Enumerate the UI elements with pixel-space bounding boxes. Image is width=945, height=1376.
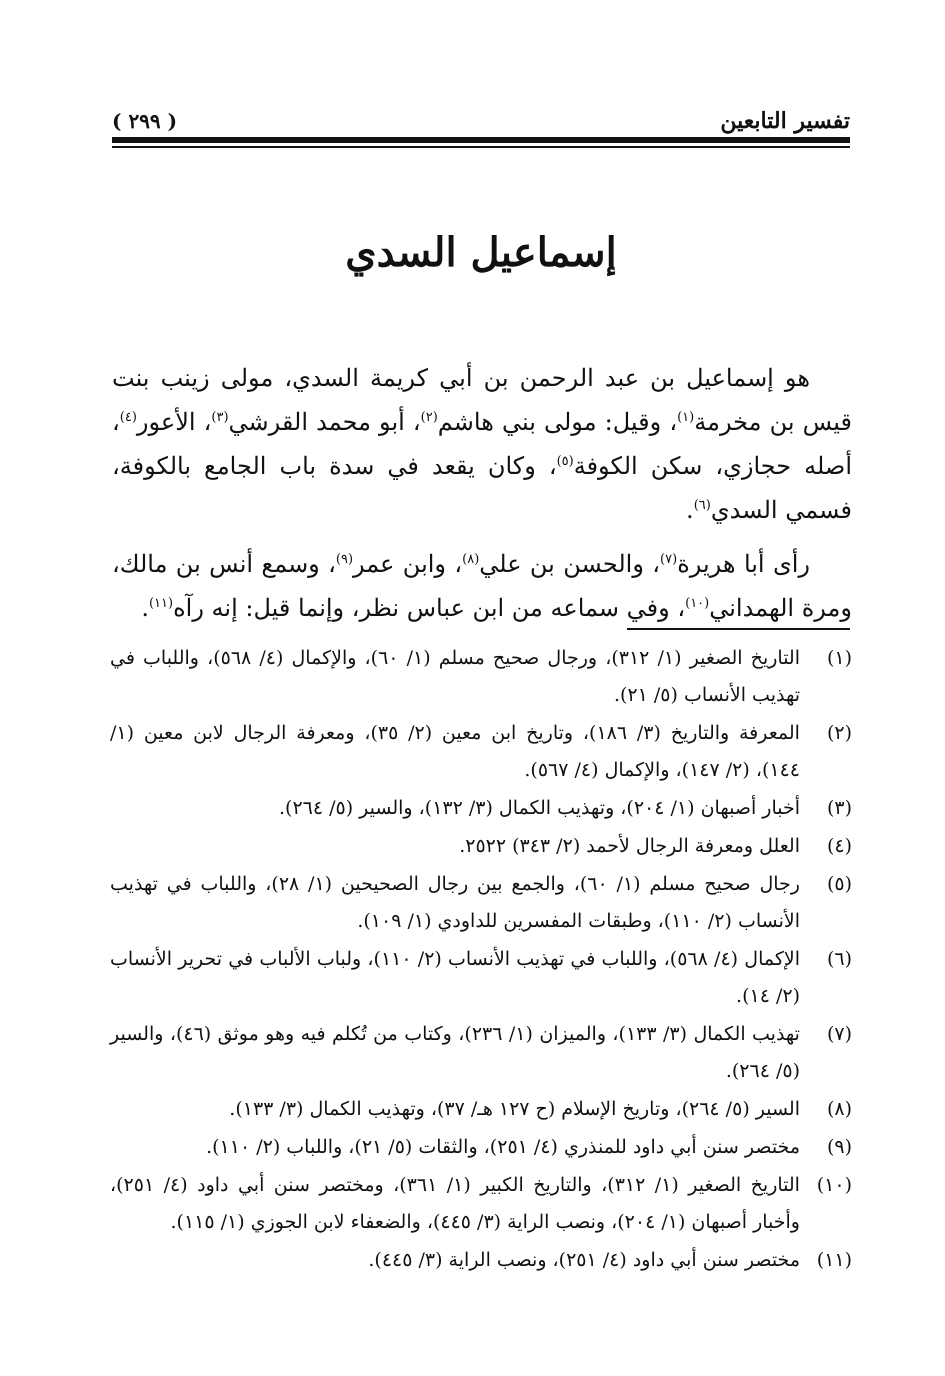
footnote-text: رجال صحيح مسلم (١/ ٦٠)، والجمع بين رجال الصحيحين (١/ ٢٨)، واللباب في تهذيب الأنساب (٢/ ١١٠)، وطبقات المفسرين للداودي (١/ ١٠٩). (110, 873, 800, 932)
footnote-ref[interactable]: (٧) (660, 552, 678, 567)
footnote-text: تهذيب الكمال (٣/ ١٣٣)، والميزان (١/ ٢٣٦)، وكتاب من تُكلم فيه وهو موثق (٤٦)، والسير (٥/ ٢٦٤). (110, 1023, 800, 1082)
footnote-item (110, 1129, 852, 1166)
book-title: تفسير التابعين (720, 108, 850, 134)
footnote-number: (٢) (826, 722, 852, 744)
footnote-number: (٦) (826, 948, 852, 970)
chapter-title: إسماعيل السدي (345, 229, 617, 276)
footnote-item (110, 715, 852, 789)
page-number: ( ٢٩٩ ) (112, 109, 178, 133)
text-run: . (141, 594, 149, 622)
footnote-ref[interactable]: (١) (677, 410, 695, 425)
footnote-item (110, 828, 852, 865)
footnote-number: (٨) (826, 1098, 852, 1120)
footnote-item (110, 1242, 852, 1279)
text-run: ، أصله حجازي، سكن الكوفة (112, 408, 852, 480)
footnote-text: مختصر سنن أبي داود للمنذري (٤/ ٢٥١)، والثقات (٥/ ٢١)، واللباب (٢/ ١١٠). (206, 1136, 800, 1158)
footnotes-list (110, 640, 852, 1280)
footnote-text: المعرفة والتاريخ (٣/ ١٨٦)، وتاريخ ابن معين (٢/ ٣٥)، ومعرفة الرجال لابن معين (١/ ١٤٤)، (٢/ ١٤٧)، والإكمال (٤/ ٥٦٧). (110, 722, 800, 781)
text-run: ، وقيل: مولى بني هاشم (437, 408, 678, 436)
footnote-number: (١١) (816, 1249, 852, 1271)
footnote-item (110, 640, 852, 714)
footnote-item (110, 941, 852, 1015)
paragraph-biography (112, 356, 852, 532)
footnote-ref[interactable]: (٣) (211, 410, 229, 425)
footnote-number: (١٠) (816, 1174, 852, 1196)
footnote-number: (٣) (826, 797, 852, 819)
footnote-number: (٥) (826, 873, 852, 895)
header-rule-thick (112, 137, 850, 143)
footnote-ref[interactable]: (٨) (462, 552, 480, 567)
footnote-text: مختصر سنن أبي داود (٤/ ٢٥١)، ونصب الراية (٣/ ٤٤٥). (368, 1249, 800, 1271)
text-run: هو إسماعيل بن عبد الرحمن بن أبي كريمة السدي، مولى زينب بنت قيس بن مخرمة (112, 364, 852, 436)
footnote-number: (٤) (826, 835, 852, 857)
text-run: ، وكان يقعد في سدة باب الجامع بالكوفة، فسمي السدي (112, 452, 852, 524)
footnote-text: التاريخ الصغير (١/ ٣١٢)، والتاريخ الكبير (١/ ٣٦١)، ومختصر سنن أبي داود (٤/ ٢٥١)، وأخبار أصبهان (١/ ٢٠٤)، ونصب الراية (٣/ ٤٤٥)، والضعفاء لابن الجوزي (١/ ١١٥). (110, 1174, 800, 1233)
footnote-text: السير (٥/ ٢٦٤)، وتاريخ الإسلام (ح ١٢٧ هـ/ ٣٧)، وتهذيب الكمال (٣/ ١٣٣). (229, 1098, 800, 1120)
text-run: ، الأعور (136, 408, 212, 436)
footnote-item (110, 1091, 852, 1128)
paragraph-narrations (112, 542, 852, 630)
footnote-text: العلل ومعرفة الرجال لأحمد (٢/ ٣٤٣) ٢٥٢٢. (459, 835, 800, 857)
footnote-ref[interactable]: (٥) (556, 454, 574, 469)
footnote-item (110, 1016, 852, 1090)
text-run: ، وسمع أنس بن مالك، ومرة الهمداني (112, 550, 852, 622)
text-run: ، والحسن بن علي (479, 550, 661, 578)
footnote-separator (627, 628, 850, 630)
text-run: رأى أبا هريرة (677, 550, 810, 578)
footnote-ref[interactable]: (١٠) (685, 596, 710, 611)
footnote-item (110, 1167, 852, 1241)
footnote-item (110, 790, 852, 827)
footnote-number: (٩) (826, 1136, 852, 1158)
footnote-ref[interactable]: (٢) (420, 410, 438, 425)
footnote-item (110, 866, 852, 940)
text-run: ، وفي سماعه من ابن عباس نظر، وإنما قيل: إنه رآه (173, 594, 686, 622)
footnote-text: التاريخ الصغير (١/ ٣١٢)، ورجال صحيح مسلم (١/ ٦٠)، والإكمال (٤/ ٥٦٨)، واللباب في تهذيب الأنساب (٥/ ٢١). (110, 647, 800, 706)
footnote-ref[interactable]: (٤) (119, 410, 137, 425)
footnote-ref[interactable]: (١١) (148, 596, 174, 611)
footnote-number: (١) (826, 647, 852, 669)
footnote-number: (٧) (826, 1023, 852, 1045)
footnote-text: أخبار أصبهان (١/ ٢٠٤)، وتهذيب الكمال (٣/ ١٣٢)، والسير (٥/ ٢٦٤). (278, 797, 800, 819)
text-run: ، أبو محمد القرشي (228, 408, 421, 436)
running-header (112, 104, 850, 134)
text-run: ، وابن عمر (353, 550, 463, 578)
body-text (112, 356, 852, 630)
text-run: . (686, 496, 694, 524)
header-rule-thin (112, 146, 850, 148)
footnote-ref[interactable]: (٩) (335, 552, 354, 567)
footnote-text: الإكمال (٤/ ٥٦٨)، واللباب في تهذيب الأنساب (٢/ ١١٠)، ولباب الألباب في تحرير الأنساب (٢/ ١٤). (110, 948, 801, 1007)
footnote-ref[interactable]: (٦) (693, 498, 711, 513)
